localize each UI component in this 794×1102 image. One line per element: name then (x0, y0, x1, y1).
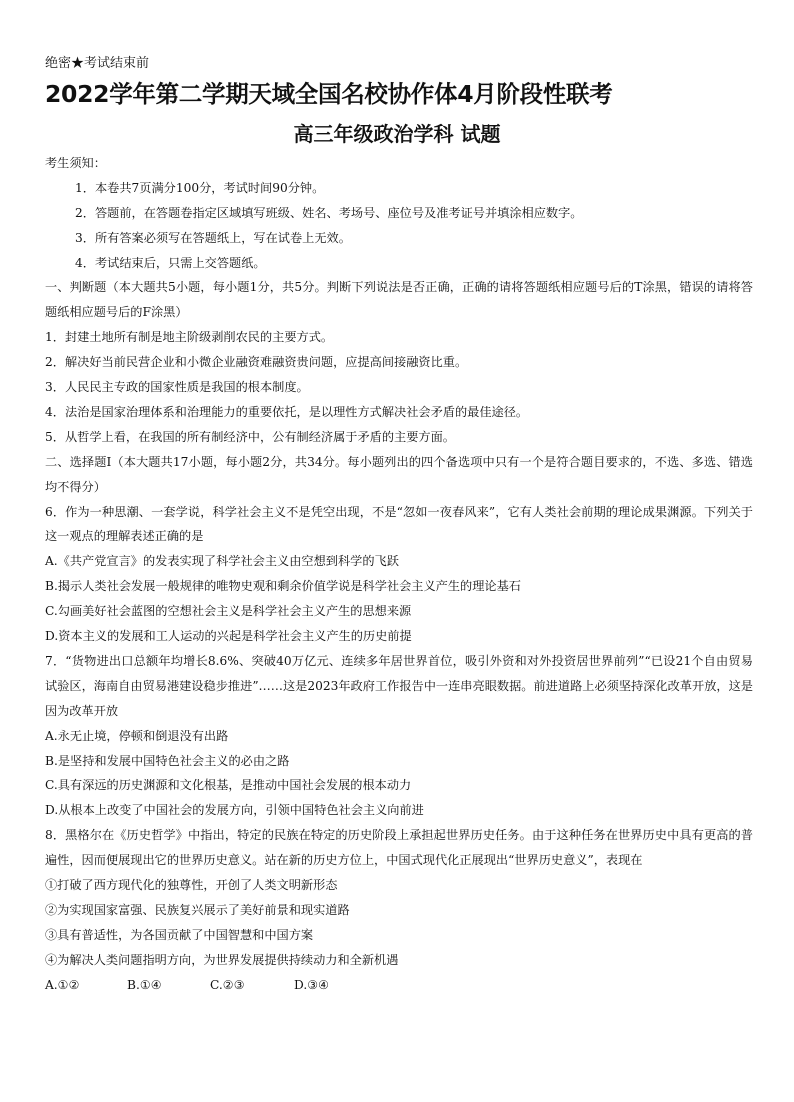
question-6-stem: 6．作为一种思潮、一套学说，科学社会主义不是凭空出现，不是“忽如一夜春风来”，它有人类社会前期的理论成果渊源。下列关于这一观点的理解表述正确的是 (45, 504, 753, 544)
exam-title: 2022学年第二学期天域全国名校协作体4月阶段性联考 (45, 80, 613, 108)
judgment-item: 2．解决好当前民营企业和小微企业融资难融资贵问题，应提高间接融资比重。 (45, 355, 468, 370)
question-6-option-c: C.勾画美好社会蓝图的空想社会主义是科学社会主义产生的思想来源 (45, 604, 412, 619)
notice-item: 2．答题前，在答题卷指定区域填写班级、姓名、考场号、座位号及准考证号并填涂相应数字。 (75, 205, 583, 220)
question-6-option-a: A.《共产党宣言》的发表实现了科学社会主义由空想到科学的飞跃 (45, 554, 399, 569)
exam-body (45, 151, 753, 997)
question-8-statement: ①打破了西方现代化的独尊性，开创了人类文明新形态 (45, 878, 338, 892)
question-8-option-b: B.①④ (127, 977, 162, 992)
judgment-item: 1．封建土地所有制是地主阶级剥削农民的主要方式。 (45, 330, 334, 345)
notice-item: 1．本卷共7页满分100分，考试时间90分钟。 (75, 180, 325, 195)
question-8-option-c: C.②③ (210, 977, 245, 992)
question-8-option-d: D.③④ (294, 977, 330, 992)
notice-item: 4．考试结束后，只需上交答题纸。 (75, 255, 266, 270)
question-7-option-a: A.永无止境，停顿和倒退没有出路 (45, 728, 229, 743)
question-7-option-c: C.具有深远的历史渊源和文化根基，是推动中国社会发展的根本动力 (45, 778, 412, 793)
question-8-statement: ④为解决人类问题指明方向，为世界发展提供持续动力和全新机遇 (45, 952, 399, 967)
question-7-option-b: B.是坚持和发展中国特色社会主义的必由之路 (45, 753, 290, 768)
question-8-statement: ③具有普适性，为各国贡献了中国智慧和中国方案 (45, 927, 314, 942)
section2-heading: 二、选择题Ⅰ（本大题共17小题，每小题2分，共34分。每小题列出的四个备选项中只有一个是符合题目要求的，不选、多选、错选均不得分） (45, 454, 753, 494)
judgment-item: 3．人民民主专政的国家性质是我国的根本制度。 (45, 380, 309, 395)
question-8-option-a: A.①② (45, 977, 80, 992)
judgment-item: 4．法治是国家治理体系和治理能力的重要依托，是以理性方式解决社会矛盾的最佳途径。 (45, 404, 529, 419)
question-8-options (45, 973, 753, 998)
question-6-option-b: B.揭示人类社会发展一般规律的唯物史观和剩余价值学说是科学社会主义产生的理论基石 (45, 579, 521, 594)
exam-subtitle: 高三年级政治学科 试题 (293, 122, 501, 146)
section1-heading: 一、判断题（本大题共5小题，每小题1分，共5分。判断下列说法是否正确，正确的请将答题纸相应题号后的T涂黑，错误的请将答题纸相应题号后的F涂黑） (45, 280, 753, 320)
notice-item: 3．所有答案必须写在答题纸上，写在试卷上无效。 (75, 230, 351, 245)
judgment-item: 5．从哲学上看，在我国的所有制经济中，公有制经济属于矛盾的主要方面。 (45, 429, 455, 444)
question-7-stem: 7．“货物进出口总额年均增长8.6%、突破40万亿元、连续多年居世界首位，吸引外资和对外投资居世界前列”“已设21个自由贸易试验区，海南自由贸易港建设稳步推进”……这是2023年政府工作报告中一连串亮眼数据。前进道路上必须坚持深化改革开放，这是因为改革开放 (45, 653, 753, 718)
question-7-option-d: D.从根本上改变了中国社会的发展方向，引领中国特色社会主义向前进 (45, 803, 424, 818)
notice-heading: 考生须知： (45, 156, 106, 170)
confidential-label: 绝密★考试结束前 (45, 56, 150, 71)
question-8-stem: 8．黑格尔在《历史哲学》中指出，特定的民族在特定的历史阶段上承担起世界历史任务。由于这种任务在世界历史中具有更高的普遍性，因而便展现出它的世界历史意义。站在新的历史方位上，中国式现代化正展现出“世界历史意义”，表现在 (45, 828, 753, 868)
question-6-option-d: D.资本主义的发展和工人运动的兴起是科学社会主义产生的历史前提 (45, 629, 412, 644)
question-8-statement: ②为实现国家富强、民族复兴展示了美好前景和现实道路 (45, 902, 350, 917)
